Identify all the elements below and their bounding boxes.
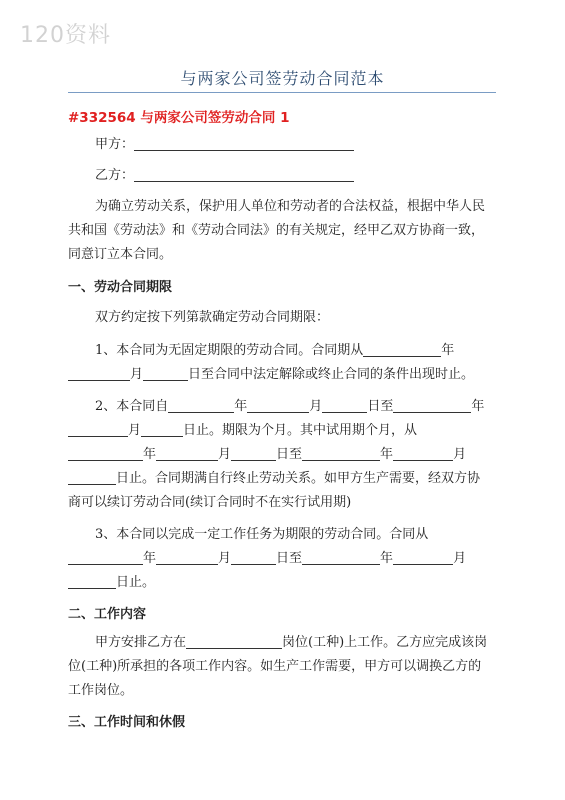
section-2-text: 甲方安排乙方在 xyxy=(95,635,187,650)
blank xyxy=(168,398,234,413)
blank xyxy=(393,550,453,565)
blank xyxy=(68,470,116,485)
intro-line-3: 同意订立本合同。 xyxy=(68,247,173,262)
clause-3-end: 日止。 xyxy=(116,575,156,590)
blank xyxy=(68,366,130,381)
month-label: 月 xyxy=(453,447,467,462)
blank xyxy=(143,366,188,381)
clause-1-line-2 xyxy=(68,365,474,385)
blank xyxy=(322,398,367,413)
month-label: 月 xyxy=(218,447,232,462)
watermark: 120资料 xyxy=(20,23,111,48)
clause-3-line-1: 3、本合同以完成一定工作任务为期限的劳动合同。合同从 xyxy=(95,527,429,542)
month-label: 月 xyxy=(453,551,467,566)
year-label: 年 xyxy=(234,399,248,414)
section-1-lead: 双方约定按下列第款确定劳动合同期限： xyxy=(95,310,330,325)
clause-1-line-1 xyxy=(95,341,454,361)
clause-2-line-1 xyxy=(95,397,484,417)
clause-2-line-4 xyxy=(68,469,480,489)
month-label: 月 xyxy=(130,367,144,382)
section-2-heading: 二、工作内容 xyxy=(68,607,147,622)
intro-line-1: 为确立劳动关系，保护用人单位和劳动者的合法权益，根据中华人民 xyxy=(95,199,486,214)
blank xyxy=(231,446,276,461)
document-title: 与两家公司签劳动合同范本 xyxy=(180,69,385,88)
clause-3-line-2 xyxy=(68,549,466,569)
to-label: 日至 xyxy=(367,399,394,414)
year-label: 年 xyxy=(471,399,485,414)
clause-2-line-2 xyxy=(68,421,417,441)
blank xyxy=(393,446,453,461)
blank xyxy=(156,550,218,565)
post-blank xyxy=(186,634,282,649)
party-a-line xyxy=(95,135,354,155)
clause-3-line-3 xyxy=(68,573,155,593)
blank xyxy=(68,550,143,565)
clause-2-text: 日止。期限为个月。其中试用期个月，从 xyxy=(183,423,418,438)
month-label: 月 xyxy=(309,399,323,414)
year-label: 年 xyxy=(380,551,394,566)
section-1-heading: 一、劳动合同期限 xyxy=(68,280,173,295)
section-2-line-3: 工作岗位。 xyxy=(68,683,134,698)
blank xyxy=(302,446,380,461)
party-a-label: 甲方： xyxy=(95,137,135,152)
year-label: 年 xyxy=(380,447,394,462)
blank xyxy=(156,446,218,461)
clause-1-end: 日至合同中法定解除或终止合同的条件出现时止。 xyxy=(188,367,475,382)
party-b-line xyxy=(95,166,354,186)
party-b-label: 乙方： xyxy=(95,168,135,183)
blank xyxy=(247,398,309,413)
section-2-line-2: 位(工种)所承担的各项工作内容。如生产工作需要，甲方可以调换乙方的 xyxy=(68,659,482,674)
clause-1-text: 1、本合同为无固定期限的劳动合同。合同期从 xyxy=(95,343,364,358)
year-label: 年 xyxy=(441,343,455,358)
blank xyxy=(363,342,441,357)
clause-2-text: 2、本合同自 xyxy=(95,399,169,414)
section-2-text: 岗位(工种)上工作。乙方应完成该岗 xyxy=(282,635,488,650)
year-label: 年 xyxy=(143,551,157,566)
blank xyxy=(141,422,183,437)
blank xyxy=(302,550,380,565)
section-2-line-1 xyxy=(95,633,487,653)
blank xyxy=(68,574,116,589)
intro-line-2: 共和国《劳动法》和《劳动合同法》的有关规定，经甲乙双方协商一致， xyxy=(68,223,485,238)
clause-2-line-5: 商可以续订劳动合同(续订合同时不在实行试用期) xyxy=(68,495,352,510)
party-b-blank xyxy=(134,167,354,182)
blank xyxy=(393,398,471,413)
section-3-heading: 三、工作时间和休假 xyxy=(68,715,186,730)
month-label: 月 xyxy=(218,551,232,566)
title-divider xyxy=(68,92,496,93)
party-a-blank xyxy=(134,136,354,151)
blank xyxy=(68,446,143,461)
blank xyxy=(68,422,128,437)
document-subtitle: #332564 与两家公司签劳动合同 1 xyxy=(68,110,290,126)
to-label: 日至 xyxy=(276,551,303,566)
blank xyxy=(231,550,276,565)
clause-2-text: 日止。合同期满自行终止劳动关系。如甲方生产需要，经双方协 xyxy=(116,471,481,486)
year-label: 年 xyxy=(143,447,157,462)
to-label: 日至 xyxy=(276,447,303,462)
clause-2-line-3 xyxy=(68,445,466,465)
month-label: 月 xyxy=(128,423,142,438)
